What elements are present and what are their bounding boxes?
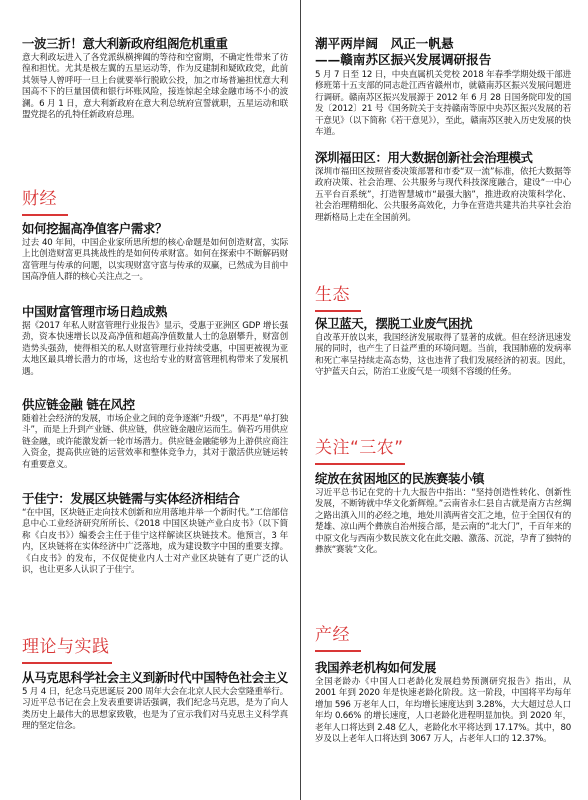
article-wealth-clients[interactable] — [22, 221, 288, 284]
article-title[interactable]: 一波三折！意大利新政府组阁危机重重 — [22, 36, 228, 51]
article-body: 据《2017 年私人财富管理行业报告》显示，受惠于亚洲区 GDP 增长强劲，资本快速增长以及高净值和超高净值数量人士的急剧攀升，财富创造势头强劲，使得相关的私人财富管理行业持续受惠，中国更被视为亚太地区最具增长潜力的市场，这也给专业的财富管理机构带来了发展机遇。 — [22, 321, 288, 377]
section-title: 理论与实践 — [22, 637, 110, 657]
article-body: 习近平总书记在党的十九大报告中指出：“坚持创造性转化、创新性发展，不断铸就中华文化新辉煌。”云南省永仁县自古就是南方古丝绸之路出滇入川的必经之地，地处川滇两省交汇之地，位于全国仅有的楚雄、凉山两个彝族自治州接合部，是云南的“北大门”，千百年来的中原文化与西南少数民族文化在此交融、激荡、沉淀，孕育了独特的彝族“赛装”文化。 — [315, 488, 571, 556]
article-body: 5 月 7 日至 12 日，中央直属机关党校 2018 年春季学期处级干部进修班第十五支部的同志赴江西省赣州市，就赣南苏区振兴发展问题进行调研。赣南苏区振兴发展源于 2012 年 6 月 28 日国务院印发的国发〔2012〕21 号《国务院关于支持赣南等原中央苏区振兴发展的若干意见》（以下简称《若干意见》），至此，赣南苏区驶入历史发展的快车道。 — [315, 70, 571, 138]
article-marxism[interactable] — [22, 670, 288, 733]
section-title: 产经 — [315, 625, 350, 645]
article-title[interactable]: 从马克思科学社会主义到新时代中国特色社会主义 — [22, 670, 288, 685]
article-elderly-care[interactable] — [315, 660, 571, 745]
article-body: 深圳市福田区按照省委决策部署和市委“双一流”标准，依托大数据等政府决策、社会治理、公共服务与现代科技深度融合，建设“一中心五平台百系统”，打造智慧城市“最强大脑”，推进政府决策科学化、社会治理精细化、公共服务高效化，力争在营造共建共治共享社会治理新格局上走在全国前列。 — [315, 167, 571, 223]
article-title[interactable]: 保卫蓝天，摆脱工业废气困扰 — [315, 316, 473, 331]
section-title: 生态 — [315, 285, 350, 305]
article-body: 全国老龄办《中国人口老龄化发展趋势预测研究报告》指出，从 2001 年到 2020 年是快速老龄化阶段。这一阶段，中国将平均每年增加 596 万老年人口，年均增长速度达到 3.28%，大大超过总人口年均 0.66% 的增长速度，人口老龄化进程明显加快。到 2020 年，老年人口将达到 2.48 亿人，老龄化水平将达到 17.17%。其中，80 岁及以上老年人口将达到 3067 万人，占老年人口的 12.37%。 — [315, 677, 571, 745]
article-blockchain[interactable] — [22, 491, 288, 576]
article-title[interactable]: 如何挖掘高净值客户需求？ — [22, 221, 168, 236]
article-costume-town[interactable] — [315, 471, 571, 556]
article-title[interactable]: 深圳福田区：用大数据创新社会治理模式 — [315, 150, 533, 165]
section-header-finance — [22, 184, 288, 216]
article-blue-sky[interactable] — [315, 316, 571, 379]
section-underline — [22, 214, 68, 216]
section-underline — [315, 310, 361, 312]
column-divider — [300, 0, 301, 800]
section-header-agriculture — [315, 433, 571, 465]
article-body: “在中国，区块链正走向技术创新和应用落地并举一个新时代。”工信部信息中心工业经济研究所所长、《2018 中国区块链产业白皮书》（以下简称《白皮书》）编委会主任于佳宁这样解读区块链技术。他预言，3 年内，区块链将在实体经济中广泛落地，成为建设数字中国的重要支撑。《白皮书》的发布，不仅促使业内人士对产业区块链有了更广泛的认识，也让更多人认识了于佳宁。 — [22, 508, 288, 576]
article-futian[interactable] — [315, 150, 571, 224]
article-body: 随着社会经济的发展，市场企业之间的竞争逐渐“升级”，不再是“单打独斗”，而是上升到产业链、供应链，供应链金融应运而生。倘若巧用供应链金融，或许能激发新一轮市场潜力。供应链金融能够为上游供应商注入资金，提高供应链的运营效率和整体竞争力，其对于激活供应链运转有重要意义。 — [22, 414, 288, 470]
article-supply-chain[interactable] — [22, 397, 288, 471]
article-body: 过去 40 年间，中国企业家所思所想的核心命题是如何创造财富，实际上比创造财富更具挑战性的是如何传承财富。如何在探索中不断解码财富管理与传承的问题，以实现财富守富与传承的双赢，已然成为目前中国高净值人群的核心关注点之一。 — [22, 238, 288, 283]
section-header-industry — [315, 620, 571, 652]
title-line-1: 潮平两岸阔 风正一帆悬 — [315, 36, 454, 51]
article-title[interactable]: 供应链金融 链在风控 — [22, 397, 135, 412]
article-body: 自改革开放以来，我国经济发展取得了显著的成就。但在经济迅速发展的同时，也产生了日益严重的环境问题。当前，我国肺癌的发病率和死亡率呈持续走高态势，这也违背了我们发展经济的初衷。因此，守护蓝天白云，防治工业废气是一项刻不容缓的任务。 — [315, 333, 571, 378]
article-title[interactable]: 我国养老机构如何发展 — [315, 660, 436, 675]
article-title[interactable]: 中国财富管理市场日趋成熟 — [22, 304, 168, 319]
section-header-ecology — [315, 280, 571, 312]
section-underline — [315, 463, 405, 465]
section-header-theory — [22, 632, 288, 664]
article-body: 意大利政坛进入了各党派纵横捭阖的等待和空窗期，不确定性带来了彷徨和担忧。尤其是极左翼的五星运动等，作为反建制和疑欧政党，此前其领导人曾呼吁一旦上台就要举行脱欧公投，加之市场普遍担忧意大利国高不下的巨量国债和银行坏账风险，接连惊起全球金融市场不小的波澜。6 月 1 日，意大利新政府在意大利总统府宣誓就职，五星运动和联盟党提名的孔特任新政府总理。 — [22, 53, 288, 121]
section-title: 关注“三农” — [315, 438, 404, 458]
article-body: 5 月 4 日，纪念马克思诞辰 200 周年大会在北京人民大会堂隆重举行。习近平总书记在会上发表重要讲话强调，我们纪念马克思，是为了向人类历史上最伟大的思想家致敬，也是为了宣示我们对马克思主义科学真理的坚定信念。 — [22, 687, 288, 732]
section-title: 财经 — [22, 189, 57, 209]
article-gannan[interactable] — [315, 36, 571, 138]
section-underline — [22, 662, 112, 664]
article-title[interactable] — [315, 36, 571, 67]
section-underline — [315, 650, 361, 652]
article-title[interactable]: 于佳宁：发展区块链需与实体经济相结合 — [22, 491, 240, 506]
article-wealth-market[interactable] — [22, 304, 288, 378]
article-italy[interactable] — [22, 36, 288, 121]
article-title[interactable]: 绽放在贫困地区的民族赛装小镇 — [315, 471, 485, 486]
title-line-2: ——赣南苏区振兴发展调研报告 — [315, 51, 492, 67]
